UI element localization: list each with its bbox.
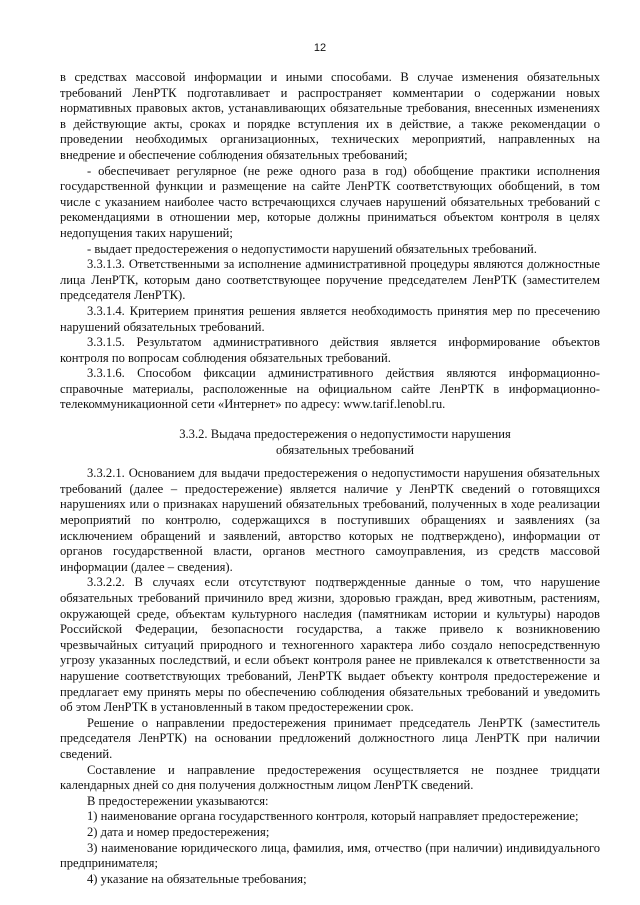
list-item: 3) наименование юридического лица, фамилия, имя, отчество (при наличии) индивидуального предпринимателя; bbox=[60, 840, 600, 871]
paragraph: 3.3.1.6. Способом фиксации административного действия являются информационно-справочные материалы, расположенные на официальном сайте ЛенРТК в информационно-телекоммуникационной сети «Интернет» по адресу: www.tarif.lenobl.ru. bbox=[60, 366, 600, 412]
paragraph: 3.3.2.1. Основанием для выдачи предостережения о недопустимости нарушения обязательных требований (далее – предостережение) является наличие у ЛенРТК сведений о готовящихся нарушениях или о признаках нарушений обязательных требований, полученных в ходе реализации мероприятий по контролю, содержащихся в поступивших обращениях и заявлениях (за исключением обращений и заявлений, авторство которых не подтверждено), информации от органов государственной власти, органов местного самоуправления, из средств массовой информации (далее – сведения). bbox=[60, 466, 600, 574]
list-item: 2) дата и номер предостережения; bbox=[87, 824, 270, 839]
paragraph: - обеспечивает регулярное (не реже одного раза в год) обобщение практики исполнения государственной функции и размещение на сайте ЛенРТК соответствующих обобщений, в том числе с указанием наиболее часто встречающихся случаев нарушений обязательных требований с рекомендациями в отношении мер, которые должны приниматься объектом контроля в целях недопущения таких нарушений; bbox=[60, 163, 600, 240]
paragraph: 3.3.1.3. Ответственными за исполнение административной процедуры являются должностные лица ЛенРТК, которым дано соответствующее поручение председателем ЛенРТК (заместителем председателя ЛенРТК). bbox=[60, 257, 600, 303]
paragraph: Решение о направлении предостережения принимает председатель ЛенРТК (заместитель председателя ЛенРТК) на основании предложений должностного лица ЛенРТК при наличии сведений. bbox=[60, 715, 600, 761]
list-item: 1) наименование органа государственного контроля, который направляет предостережение; bbox=[87, 809, 579, 824]
paragraph: 3.3.2.2. В случаях если отсутствуют подтвержденные данные о том, что нарушение обязательных требований причинило вред жизни, здоровью граждан, вред животным, растениям, окружающей среде, объектам культурного наследия (памятникам истории и культуры) народов Российской Федерации, безопасности государства, а также привело к возникновению чрезвычайных ситуаций природного и техногенного характера либо создало непосредственную угрозу указанных последствий, и если объект контроля ранее не привлекался к ответственности за нарушение соответствующих требований, ЛенРТК выдает объекту контроля предостережение и предлагает ему принять меры по обеспечению соблюдения обязательных требований и уведомить об этом ЛенРТК в установленный в таком предостережении срок. bbox=[60, 575, 600, 715]
section-heading-line: 3.3.2. Выдача предостережения о недопустимости нарушения bbox=[179, 427, 511, 442]
paragraph: 3.3.1.5. Результатом административного действия является информирование объектов контроля по вопросам соблюдения обязательных требований. bbox=[60, 335, 600, 365]
paragraph: Составление и направление предостережения осуществляется не позднее тридцати календарных дней со дня получения должностным лицом ЛенРТК сведений. bbox=[60, 762, 600, 793]
section-heading-line: обязательных требований bbox=[275, 442, 415, 457]
document-body bbox=[60, 70, 600, 887]
list-item: 4) указание на обязательные требования; bbox=[87, 871, 307, 886]
paragraph: в средствах массовой информации и иными способами. В случае изменения обязательных требований ЛенРТК подготавливает и распространяет комментарии о содержании новых нормативных правовых актов, устанавливающих обязательные требования, внесенных изменениях в действующие акты, сроках и порядке вступления их в действие, а также рекомендации о проведении необходимых организационных, технических мероприятий, направленных на внедрение и обеспечение соблюдения обязательных требований; bbox=[60, 70, 600, 162]
page-number: 12 bbox=[313, 42, 327, 54]
paragraph: В предостережении указываются: bbox=[87, 793, 269, 808]
paragraph: 3.3.1.4. Критерием принятия решения является необходимость принятия мер по пресечению нарушений обязательных требований. bbox=[60, 303, 600, 334]
paragraph: - выдает предостережения о недопустимости нарушений обязательных требований. bbox=[87, 241, 537, 256]
